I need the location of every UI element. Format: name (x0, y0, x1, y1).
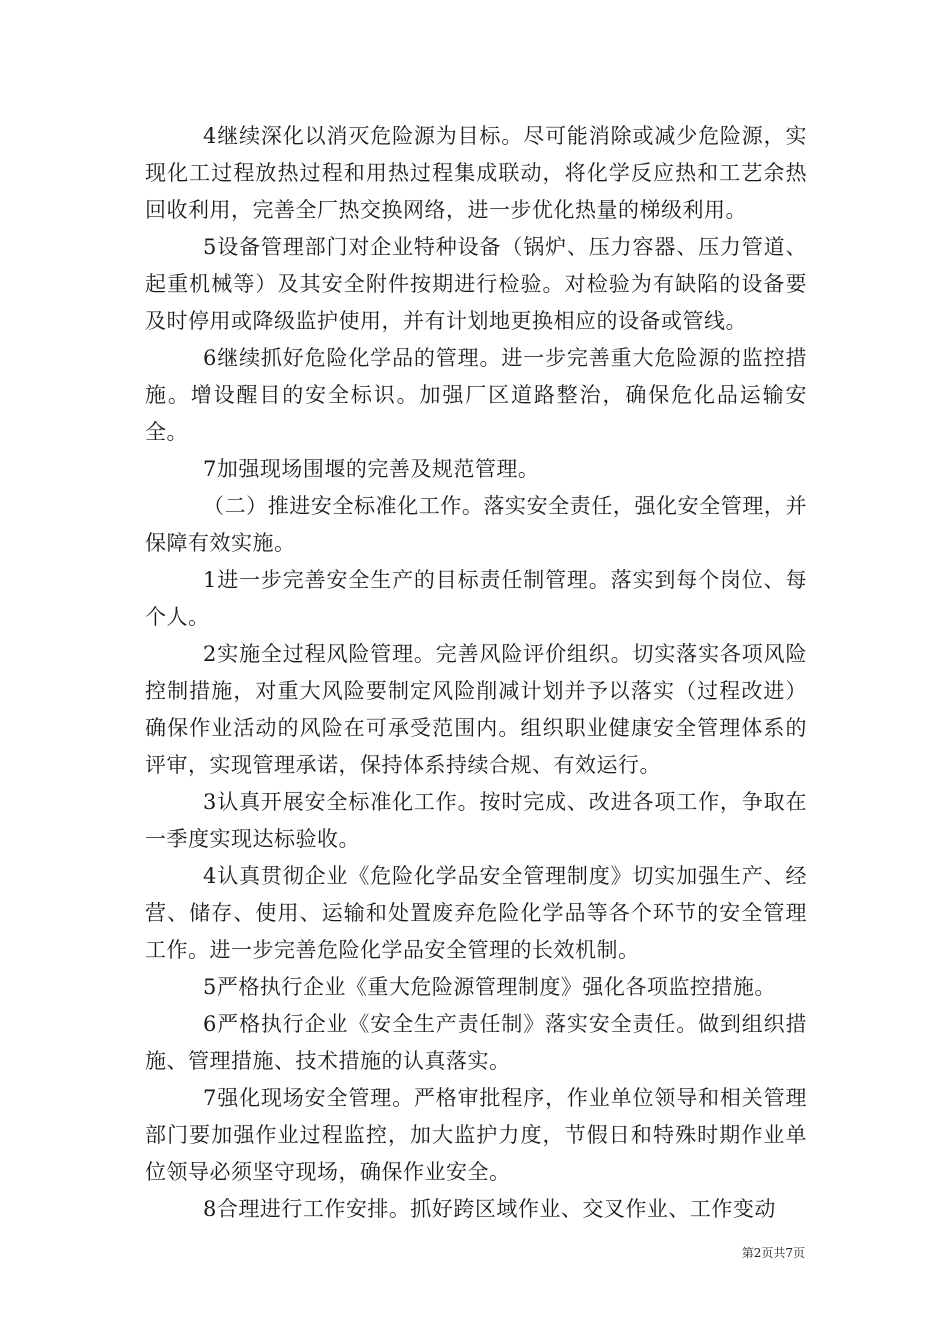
page-footer (742, 1244, 805, 1261)
paragraph: 8合理进行工作安排。抓好跨区域作业、交叉作业、工作变动 (203, 1197, 776, 1221)
paragraph: 7强化现场安全管理。严格审批程序，作业单位领导和相关管理部门要加强作业过程监控，加大监护力度，节假日和特殊时期作业单位领导必须坚守现场，确保作业安全。 (145, 1086, 807, 1184)
section-heading-paragraph: （二）推进安全标准化工作。落实安全责任，强化安全管理，并保障有效实施。 (145, 494, 807, 555)
paragraph: 5设备管理部门对企业特种设备（锅炉、压力容器、压力管道、起重机械等）及其安全附件按期进行检验。对检验为有缺陷的设备要及时停用或降级监护使用，并有计划地更换相应的设备或管线。 (145, 235, 807, 333)
paragraph: 3认真开展安全标准化工作。按时完成、改进各项工作，争取在一季度实现达标验收。 (145, 790, 807, 851)
paragraph: 5严格执行企业《重大危险源管理制度》强化各项监控措施。 (203, 975, 776, 999)
paragraph: 6严格执行企业《安全生产责任制》落实安全责任。做到组织措施、管理措施、技术措施的认真落实。 (145, 1012, 807, 1073)
paragraph: 4认真贯彻企业《危险化学品安全管理制度》切实加强生产、经营、储存、使用、运输和处置废弃危险化学品等各个环节的安全管理工作。进一步完善危险化学品安全管理的长效机制。 (145, 864, 807, 962)
document-body (145, 118, 807, 1228)
paragraph: 4继续深化以消灭危险源为目标。尽可能消除或减少危险源，实现化工过程放热过程和用热过程集成联动，将化学反应热和工艺余热回收利用，完善全厂热交换网络，进一步优化热量的梯级利用。 (145, 124, 807, 222)
paragraph: 2实施全过程风险管理。完善风险评价组织。切实落实各项风险控制措施，对重大风险要制定风险削减计划并予以落实（过程改进）确保作业活动的风险在可承受范围内。组织职业健康安全管理体系的评审，实现管理承诺，保持体系持续合规、有效运行。 (145, 642, 807, 777)
paragraph: 6继续抓好危险化学品的管理。进一步完善重大危险源的监控措施。增设醒目的安全标识。加强厂区道路整治，确保危化品运输安全。 (145, 346, 807, 444)
page-number-label: 第2页共7页 (741, 1246, 805, 1260)
paragraph: 7加强现场围堰的完善及规范管理。 (203, 457, 540, 481)
paragraph: 1进一步完善安全生产的目标责任制管理。落实到每个岗位、每个人。 (145, 568, 807, 629)
